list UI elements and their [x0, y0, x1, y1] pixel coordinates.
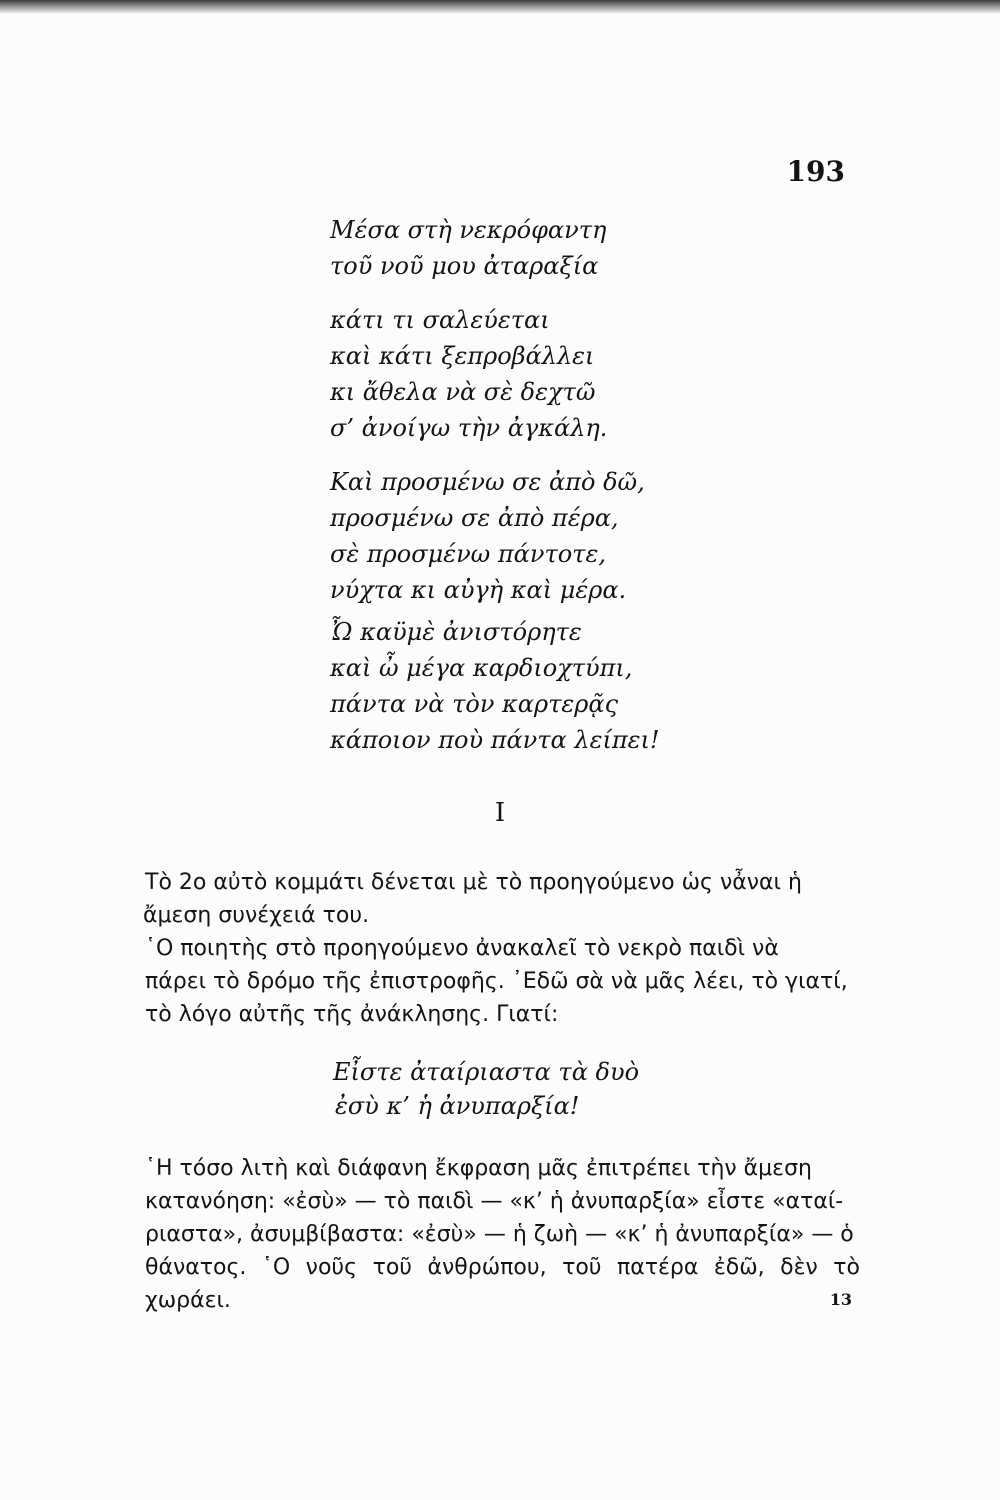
- commentary-paragraph-2: [145, 1152, 860, 1317]
- prose-line: ἄμεση συνέχειά του.: [143, 903, 370, 928]
- poem-line: καὶ κάτι ξεπροβάλλει: [330, 342, 595, 370]
- page-top-edge: [0, 0, 1000, 14]
- poem-line: καὶ ὦ μέγα καρδιοχτύπι,: [330, 654, 633, 682]
- prose-line: πάρει τὸ δρόμο τῆς ἐπιστροφῆς. ᾿Εδῶ σὰ νὰ μᾶς λέει, τὸ γιατί,: [145, 969, 848, 994]
- prose-line: κατανόηση: «ἐσὺ» — τὸ παιδὶ — «κ’ ἡ ἀνυπαρξία» εἶστε «αταί-: [145, 1189, 844, 1214]
- poem-line: νύχτα κι αὐγὴ καὶ μέρα.: [330, 576, 627, 604]
- quote-line: Εἶστε ἀταίριαστα τὰ δυὸ: [333, 1058, 640, 1086]
- poem: [330, 212, 660, 758]
- section-numeral: I: [494, 798, 506, 828]
- poem-stanza-2: [330, 302, 660, 446]
- quote-line: ἐσὺ κ’ ἡ ἀνυπαρξία!: [335, 1092, 580, 1120]
- poem-stanza-4: [330, 614, 660, 758]
- poem-line: σὲ προσμένω πάντοτε,: [330, 540, 606, 568]
- poem-line: κάτι τι σαλεύεται: [330, 306, 550, 334]
- poem-line: κάποιον ποὺ πάντα λείπει!: [330, 726, 660, 754]
- poem-line: τοῦ νοῦ μου ἀταραξία: [330, 252, 599, 280]
- signature-mark: 13: [829, 1290, 852, 1309]
- poem-line: προσμένω σε ἀπὸ πέρα,: [330, 504, 619, 532]
- poem-stanza-1: [330, 212, 660, 284]
- prose-line: ριαστα», ἀσυμβίβαστα: «ἐσὺ» — ἡ ζωὴ — «κ’ ἡ ἀνυπαρξία» — ὁ: [145, 1222, 854, 1247]
- prose-line: ῾Ο ποιητὴς στὸ προηγούμενο ἀνακαλεῖ τὸ νεκρὸ παιδὶ νὰ: [145, 936, 779, 961]
- prose-line: τὸ λόγο αὐτῆς τῆς ἀνάκλησης. Γιατί:: [145, 1002, 559, 1027]
- commentary-paragraph-1: [145, 866, 860, 1031]
- prose-line: ῾Η τόσο λιτὴ καὶ διάφανη ἔκφραση μᾶς ἐπιτρέπει τὴν ἄμεση: [145, 1156, 812, 1181]
- poem-line: Μέσα στὴ νεκρόφαντη: [330, 216, 607, 244]
- poem-stanza-3: [330, 464, 660, 608]
- poem-line: πάντα νὰ τὸν καρτερᾷς: [330, 690, 619, 718]
- quoted-verse: [333, 1055, 639, 1123]
- poem-line: κι ἄθελα νὰ σὲ δεχτῶ: [330, 378, 596, 406]
- prose-line: θάνατος. ῾Ο νοῦς τοῦ ἀνθρώπου, τοῦ πατέρα ἐδῶ, δὲν τὸ χωράει.: [145, 1255, 860, 1313]
- poem-line: Καὶ προσμένω σε ἀπὸ δῶ,: [330, 468, 645, 496]
- poem-line: Ὦ καϋμὲ ἀνιστόρητε: [330, 618, 582, 646]
- poem-line: σ’ ἀνοίγω τὴν ἀγκάλη.: [330, 414, 608, 442]
- prose-line: Τὸ 2ο αὐτὸ κομμάτι δένεται μὲ τὸ προηγούμενο ὡς νἆναι ἡ: [145, 870, 802, 895]
- page-number: 193: [786, 155, 845, 188]
